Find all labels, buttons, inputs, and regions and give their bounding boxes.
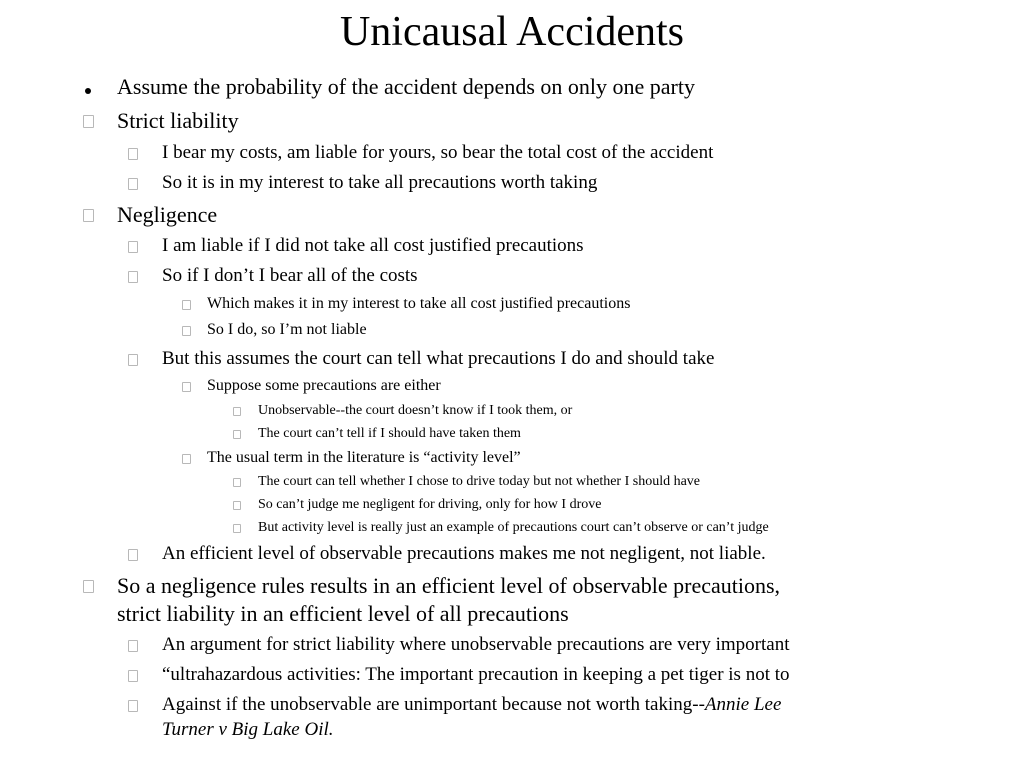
bullet-box-icon bbox=[180, 376, 192, 398]
item-text: So can’t judge me negligent for driving, only for how I drove bbox=[258, 497, 602, 512]
item-text: But this assumes the court can tell what precautions I do and should take bbox=[162, 348, 715, 369]
item-text: Negligence bbox=[117, 202, 218, 227]
item-text: I am liable if I did not take all cost justified precautions bbox=[162, 235, 584, 256]
item-text: So I do, so I’m not liable bbox=[207, 321, 367, 338]
bullet-box-icon bbox=[126, 264, 140, 290]
case-name-italic: Annie Lee bbox=[704, 694, 782, 715]
item-text: An efficient level of observable precautions makes me not negligent, not liable. bbox=[162, 543, 766, 564]
bullet-box-icon bbox=[80, 572, 96, 600]
item-text: strict liability in an efficient level of all precautions bbox=[117, 601, 569, 626]
bullet-box-icon bbox=[231, 425, 242, 445]
bullet-box-icon bbox=[180, 320, 192, 342]
slide-title: Unicausal Accidents bbox=[339, 9, 685, 55]
bullet-box-icon bbox=[126, 663, 140, 689]
item-text: The court can’t tell if I should have taken them bbox=[258, 426, 521, 441]
item-text: So it is in my interest to take all precautions worth taking bbox=[162, 172, 598, 193]
item-text: “ultrahazardous activities: The important precaution in keeping a pet tiger is not to bbox=[162, 664, 790, 685]
item-text: So if I don’t I bear all of the costs bbox=[162, 265, 418, 286]
bullet-box-icon bbox=[126, 171, 140, 197]
item-text: An argument for strict liability where unobservable precautions are very important bbox=[162, 634, 790, 655]
bullet-box-icon bbox=[126, 542, 140, 568]
bullet-box-icon bbox=[126, 234, 140, 260]
bullet-box-icon bbox=[80, 107, 96, 135]
item-text: The court can tell whether I chose to drive today but not whether I should have bbox=[258, 474, 701, 489]
item-text: So a negligence rules results in an efficient level of observable precautions, bbox=[117, 573, 781, 598]
item-text-plain: Against if the unobservable are unimportant because not worth taking-- bbox=[162, 694, 705, 715]
item-text: The usual term in the literature is “activity level” bbox=[207, 449, 521, 466]
item-text: Which makes it in my interest to take all cost justified precautions bbox=[207, 295, 631, 312]
bullet-dot-icon bbox=[80, 73, 96, 101]
bullet-box-icon bbox=[80, 201, 96, 229]
bullet-box-icon bbox=[126, 347, 140, 373]
bullet-box-icon bbox=[126, 693, 140, 719]
case-name-italic: Turner v Big Lake Oil. bbox=[162, 719, 334, 740]
bullet-box-icon bbox=[231, 473, 242, 493]
item-text: Strict liability bbox=[117, 108, 239, 133]
bullet-box-icon bbox=[126, 633, 140, 659]
bullet-box-icon bbox=[126, 141, 140, 167]
item-text: Suppose some precautions are either bbox=[207, 377, 441, 394]
bullet-box-icon bbox=[180, 294, 192, 316]
item-text: But activity level is really just an example of precautions court can’t observe or can’t judge bbox=[258, 520, 769, 535]
bullet-box-icon bbox=[231, 496, 242, 516]
item-text bbox=[162, 693, 781, 717]
item-text: Assume the probability of the accident depends on only one party bbox=[117, 74, 695, 99]
item-text: Unobservable--the court doesn’t know if I took them, or bbox=[258, 403, 573, 418]
bullet-box-icon bbox=[231, 402, 242, 422]
item-text: I bear my costs, am liable for yours, so bear the total cost of the accident bbox=[162, 142, 714, 163]
bullet-box-icon bbox=[180, 448, 192, 470]
bullet-box-icon bbox=[231, 519, 242, 539]
